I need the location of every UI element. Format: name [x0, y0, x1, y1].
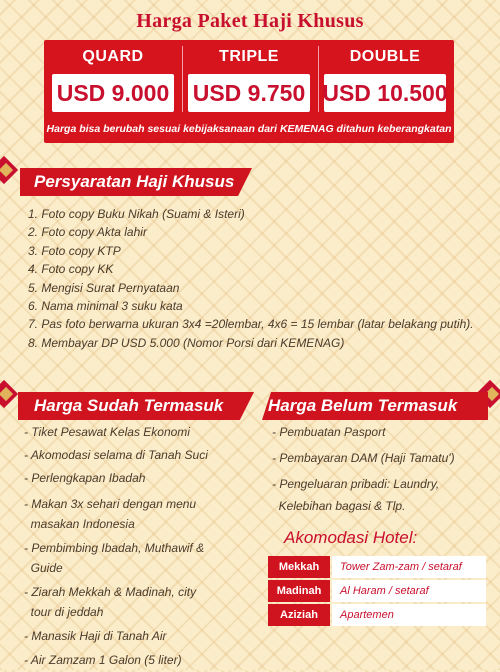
- list-item: - Pembimbing Ibadah, Muthawif &: [24, 541, 205, 555]
- hotel-name: Al Haram / setaraf: [332, 580, 486, 602]
- package-price: USD 9.000: [52, 74, 174, 112]
- requirements-list: [28, 205, 474, 352]
- list-item: - Air Zamzam 1 Galon (5 liter): [24, 653, 182, 667]
- list-item: 1. Foto copy Buku Nikah (Suami & Isteri): [28, 207, 245, 221]
- list-item: - Ziarah Mekkah & Madinah, city: [24, 585, 197, 599]
- list-item: 8. Membayar DP USD 5.000 (Nomor Porsi dari KEMENAG): [28, 335, 345, 350]
- package-name: QUARD: [82, 48, 144, 65]
- hotel-city: Mekkah: [268, 556, 330, 578]
- price-table: [44, 40, 454, 143]
- package-triple: [184, 40, 314, 118]
- table-row: [268, 580, 486, 602]
- hotel-name: Apartemen: [332, 604, 486, 626]
- list-item: - Pembayaran DAM (Haji Tamatu'): [272, 451, 455, 465]
- list-item: - Perlengkapan Ibadah: [24, 471, 146, 485]
- list-item: - Makan 3x sehari dengan menu: [24, 497, 197, 511]
- list-item: 5. Mengisi Surat Pernyataan: [28, 280, 180, 295]
- package-price: USD 9.750: [188, 74, 310, 112]
- hotel-table: [268, 556, 486, 628]
- list-item: 7. Pas foto berwarna ukuran 3x4 =20lembar, 4x6 = 15 lembar (latar belakang putih).: [28, 317, 474, 332]
- list-item: - Akomodasi selama di Tanah Suci: [24, 448, 208, 462]
- package-quard: [48, 40, 178, 118]
- package-name: DOUBLE: [349, 48, 421, 65]
- list-item: - Pengeluaran pribadi: Laundry,: [272, 477, 440, 491]
- package-double: [320, 40, 450, 118]
- list-item: 2. Foto copy Akta lahir: [28, 225, 147, 240]
- hotel-name: Tower Zam-zam / setaraf: [332, 556, 486, 578]
- excluded-title: Harga Belum Termasuk: [268, 396, 458, 415]
- included-title: Harga Sudah Termasuk: [34, 396, 224, 415]
- package-price: USD 10.500: [324, 74, 446, 112]
- list-item: Guide: [24, 561, 63, 575]
- list-item: - Pembuatan Pasport: [272, 425, 386, 439]
- hotel-title: Akomodasi Hotel:: [284, 528, 418, 547]
- list-item: tour di jeddah: [24, 605, 104, 619]
- column-divider: [182, 46, 183, 112]
- table-row: [268, 604, 486, 626]
- requirements-title: Persyaratan Haji Khusus: [34, 172, 235, 191]
- package-name: TRIPLE: [219, 48, 279, 65]
- list-item: 6. Nama minimal 3 suku kata: [28, 298, 183, 313]
- excluded-list: [272, 424, 455, 518]
- list-item: 4. Foto copy KK: [28, 262, 114, 277]
- list-item: Kelebihan bagasi & Tlp.: [272, 499, 406, 513]
- table-row: [268, 556, 486, 578]
- page-title: Harga Paket Haji Khusus: [136, 10, 364, 32]
- column-divider: [318, 46, 319, 112]
- list-item: masakan Indonesia: [24, 517, 135, 531]
- included-list: [24, 424, 208, 672]
- list-item: 3. Foto copy KTP: [28, 243, 121, 258]
- list-item: - Tiket Pesawat Kelas Ekonomi: [24, 425, 190, 439]
- price-note: Harga bisa berubah sesuai kebijaksanaan dari KEMENAG ditahun keberangkatan: [46, 123, 452, 135]
- hotel-city: Aziziah: [268, 604, 330, 626]
- hotel-city: Madinah: [268, 580, 330, 602]
- list-item: - Manasik Haji di Tanah Air: [24, 629, 167, 643]
